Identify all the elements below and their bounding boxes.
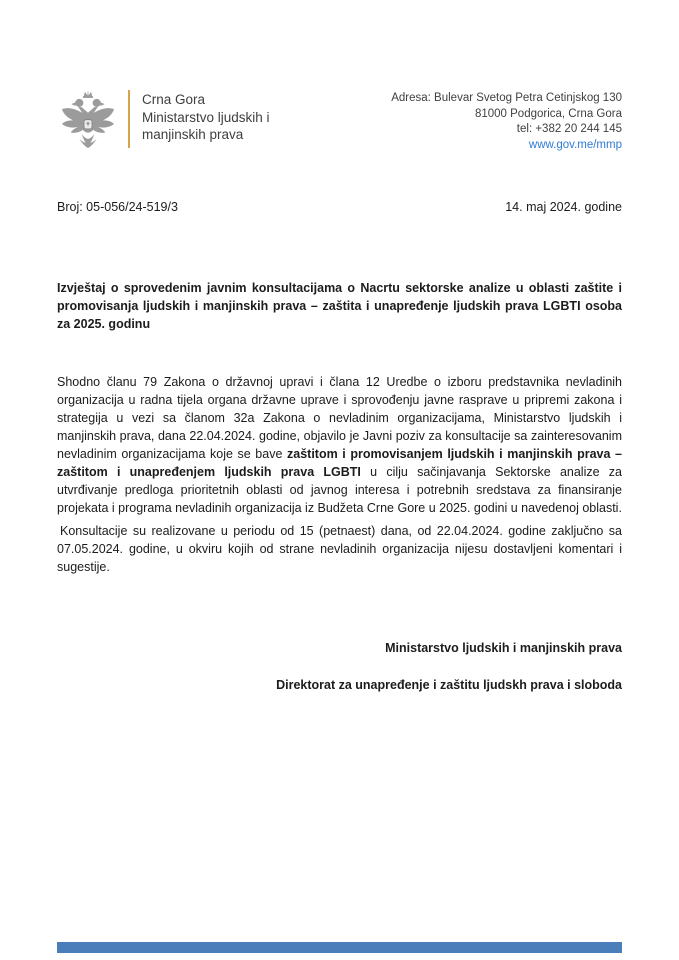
paragraph-1-bold: zaštitom i promovisanjem ljudskih i manjinskih prava – zaštitom i unapređenjem ljudskih prava LGBTI	[57, 447, 622, 479]
montenegro-coat-of-arms-icon	[57, 88, 119, 150]
website-link[interactable]: www.gov.me/mmp	[528, 138, 622, 151]
signature-directorate: Direktorat za unapređenje i zaštitu ljudskh prava i sloboda	[276, 678, 622, 692]
paragraph-1-text-b: u cilju sačinjavanja Sektorske analize za utvrđivanje predloga prioritetnih oblasti od javnog interesa i potrebnih sredstava za finansiranje projekata i programa nevladinih organizacija iz Budžeta Crne Gore u 2025. godini u navedenoj oblasti.	[57, 465, 622, 515]
org-country: Crna Gora	[142, 92, 206, 107]
address-line2: 81000 Podgorica, Crna Gora	[474, 107, 622, 120]
signature-ministry: Ministarstvo ljudskih i manjinskih prava	[385, 641, 622, 655]
document-title: Izvještaj o sprovedenim javnim konsultacijama o Nacrtu sektorske analize u oblasti zaštite i promovisanja ljudskih i manjinskih prava – zaštita i unapređenje ljudskih prava LGBTI osoba za 2025. godinu	[57, 281, 622, 331]
address-line3: tel: +382 20 244 145	[516, 123, 622, 135]
address-line1: Adresa: Bulevar Svetog Petra Cetinjskog 130	[391, 92, 622, 104]
footer-bar	[57, 942, 622, 953]
document-number: Broj: 05-056/24-519/3	[57, 200, 178, 214]
address-block	[391, 88, 622, 153]
org-name-line2: manjinskih prava	[142, 127, 244, 142]
org-name-line1: Ministarstvo ljudskih i	[142, 109, 270, 125]
paragraph-1-text-a: Shodno članu 79 Zakona o državnoj upravi i člana 12 Uredbe o izboru predstavnika nevladinih organizacija u radna tijela organa državne uprave i sprovođenju javne rasprave u pripremi zakona i strategija u vezi sa članom 32a Zakona o nevladinim organizacijama, Ministarstvo ljudskih i manjinskih prava, dana 22.04.2024. godine, objavilo je Javni poziv za konsultacije sa zainteresovanim nevladinim organizacijama koje se bave	[57, 375, 622, 461]
gold-divider	[128, 90, 130, 148]
meta-row	[57, 199, 622, 215]
ministry-name-block	[142, 88, 270, 144]
paragraph-2: Konsultacije su realizovane u periodu od 15 (petnaest) dana, od 22.04.2024. godine zaključno sa 07.05.2024. godine, u okviru kojih od strane nevladinih organizacija nijesu dostavljeni komentari i sugestije.	[57, 524, 622, 574]
letterhead	[57, 88, 622, 153]
document-date: 14. maj 2024. godine	[505, 200, 622, 214]
ministry-brand	[57, 88, 270, 150]
paragraph-1	[57, 373, 622, 517]
